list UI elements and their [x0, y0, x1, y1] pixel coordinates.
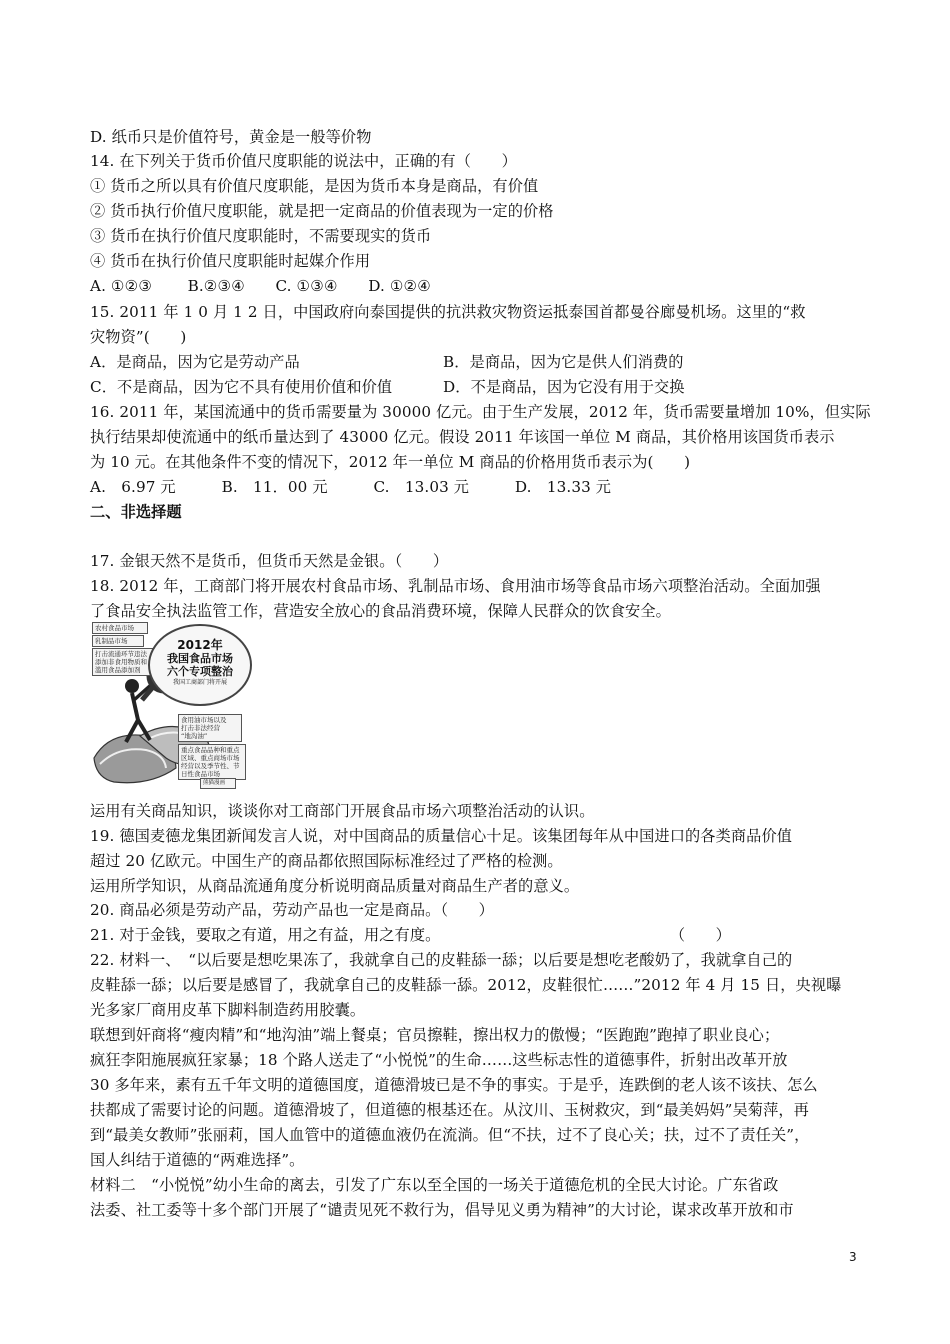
text-line: 22. 材料一、 “以后要是想吃果冻了，我就拿自己的皮鞋舔一舔；以后要是想吃老酸奶了，我就拿自己的 [90, 951, 793, 969]
text-line: 20. 商品必须是劳动产品，劳动产品也一定是商品。（ ） [90, 901, 494, 919]
option-item: C．不是商品，因为它不具有使用价值和价值 [90, 378, 393, 396]
text-line: 材料二 “小悦悦”幼小生命的离去，引发了广东以至全国的一场关于道德危机的全民大讨论。广东省政 [90, 1176, 779, 1194]
text-line: 21. 对于金钱，要取之有道，用之有益，用之有度。 （ ） [90, 926, 731, 944]
figure-title-line-1: 我国食品市场 [167, 652, 233, 665]
option-item: A．是商品，因为它是劳动产品 [90, 353, 300, 371]
figure-box-rural: 农村食品市场 [92, 622, 148, 634]
text-line: 19. 德国麦德龙集团新闻发言人说，对中国商品的质量信心十足。该集团每年从中国进口的各类商品价值 [90, 827, 793, 845]
text-line: ② 货币执行价值尺度职能，就是把一定商品的价值表现为一定的价格 [90, 202, 554, 220]
text-line: ③ 货币在执行价值尺度职能时，不需要现实的货币 [90, 227, 432, 245]
text-line: 执行结果却使流通中的纸币量达到了 43000 亿元。假设 2011 年该国一单位 M 商品，其价格用该国货币表示 [90, 428, 835, 446]
text-line: D. 纸币只是价值符号，黄金是一般等价物 [90, 128, 372, 146]
figure-credit: 熊猫漫画 [200, 778, 236, 789]
text-line: 到“最美女教师”张丽莉，国人血管中的道德血液仍在流淌。但“不扶，过不了良心关；扶，过不了责任关”， [90, 1126, 810, 1144]
text-line: 了食品安全执法监管工作，营造安全放心的食品消费环境，保障人民群众的饮食安全。 [90, 602, 671, 620]
text-line: 30 多年来，素有五千年文明的道德国度，道德滑坡已是不争的事实。于是乎，连跌倒的老人该不该扶、怎么 [90, 1076, 818, 1094]
option-item: B．是商品，因为它是供人们消费的 [443, 353, 684, 371]
text-line: A. ①②③ B.②③④ C. ①③④ D. ①②④ [90, 277, 431, 295]
text-line: 光多家厂商用皮革下脚料制造药用胶囊。 [90, 1001, 366, 1019]
text-line: 运用所学知识，从商品流通角度分析说明商品质量对商品生产者的意义。 [90, 877, 580, 895]
text-line: 14. 在下列关于货币价值尺度职能的说法中，正确的有（ ） [90, 152, 517, 170]
option-item: D．不是商品，因为它没有用于交换 [443, 378, 685, 396]
text-line: 皮鞋舔一舔；以后要是感冒了，我就拿自己的皮鞋舔一舔。2012，皮鞋很忙……”2012 年 4 月 15 日，央视曝 [90, 976, 842, 994]
figure-box-key-foods: 重点食品品种和重点 区域、重点商场市场 经营以及季节性、节 日性食品市场 [178, 744, 246, 780]
text-line: 疯狂李阳施展疯狂家暴；18 个路人送走了“小悦悦”的生命……这些标志性的道德事件，折射出改革开放 [90, 1051, 788, 1069]
figure-title-circle [148, 624, 252, 706]
text-line: A. 6.97 元 B. 11．00 元 C. 13.03 元 D. 13.33 元 [90, 478, 612, 496]
text-line: 18. 2012 年，工商部门将开展农村食品市场、乳制品市场、食用油市场等食品市场六项整治活动。全面加强 [90, 577, 821, 595]
text-line: 16. 2011 年，某国流通中的货币需要量为 30000 亿元。由于生产发展，2012 年，货币需要量增加 10%，但实际 [90, 403, 871, 421]
market-rectification-figure [90, 618, 248, 790]
figure-box-cooking-oil: 食用油市场以及 打击非法经营 “地沟油” [178, 714, 242, 742]
text-line: 联想到奸商将“瘦肉精”和“地沟油”端上餐桌；官员擦鞋，擦出权力的傲慢；“医跑跑”跑掉了职业良心； [90, 1026, 780, 1044]
text-line: 17. 金银天然不是货币，但货币天然是金银。（ ） [90, 552, 449, 570]
text-line: 扶都成了需要讨论的问题。道德滑坡了，但道德的根基还在。从汶川、玉树救灾，到“最美妈妈”吴菊萍，再 [90, 1101, 809, 1119]
figure-year: 2012年 [177, 638, 223, 652]
text-line: 国人纠结于道德的“两难选择”。 [90, 1151, 305, 1169]
text-line: 法委、社工委等十多个部门开展了“谴责见死不救行为，倡导见义勇为精神”的大讨论，谋求改革开放和市 [90, 1201, 794, 1219]
page-number: 3 [849, 1250, 857, 1264]
figure-box-dairy: 乳制品市场 [92, 635, 144, 647]
text-line: 运用有关商品知识，谈谈你对工商部门开展食品市场六项整治活动的认识。 [90, 802, 595, 820]
figure-box-additives: 打击流通环节违法 添加非食用物质和 滥用食品添加剂 [92, 648, 160, 676]
text-line: ④ 货币在执行价值尺度职能时起媒介作用 [90, 252, 371, 270]
text-line: ① 货币之所以具有价值尺度职能，是因为货币本身是商品，有价值 [90, 177, 539, 195]
section-heading: 二、非选择题 [90, 503, 182, 521]
text-line: 15. 2011 年 1 0 月 1 2 日，中国政府向泰国提供的抗洪救灾物资运抵泰国首都曼谷廊曼机场。这里的“救 [90, 303, 806, 321]
text-line: 灾物资”( ) [90, 328, 187, 346]
text-line: 超过 20 亿欧元。中国生产的商品都依照国际标准经过了严格的检测。 [90, 852, 563, 870]
figure-title-line-2: 六个专项整治 [167, 665, 233, 678]
text-line: 为 10 元。在其他条件不变的情况下，2012 年一单位 M 商品的价格用货币表示为( ) [90, 453, 691, 471]
figure-subtitle: 我国工商部门将开展 [172, 679, 227, 686]
